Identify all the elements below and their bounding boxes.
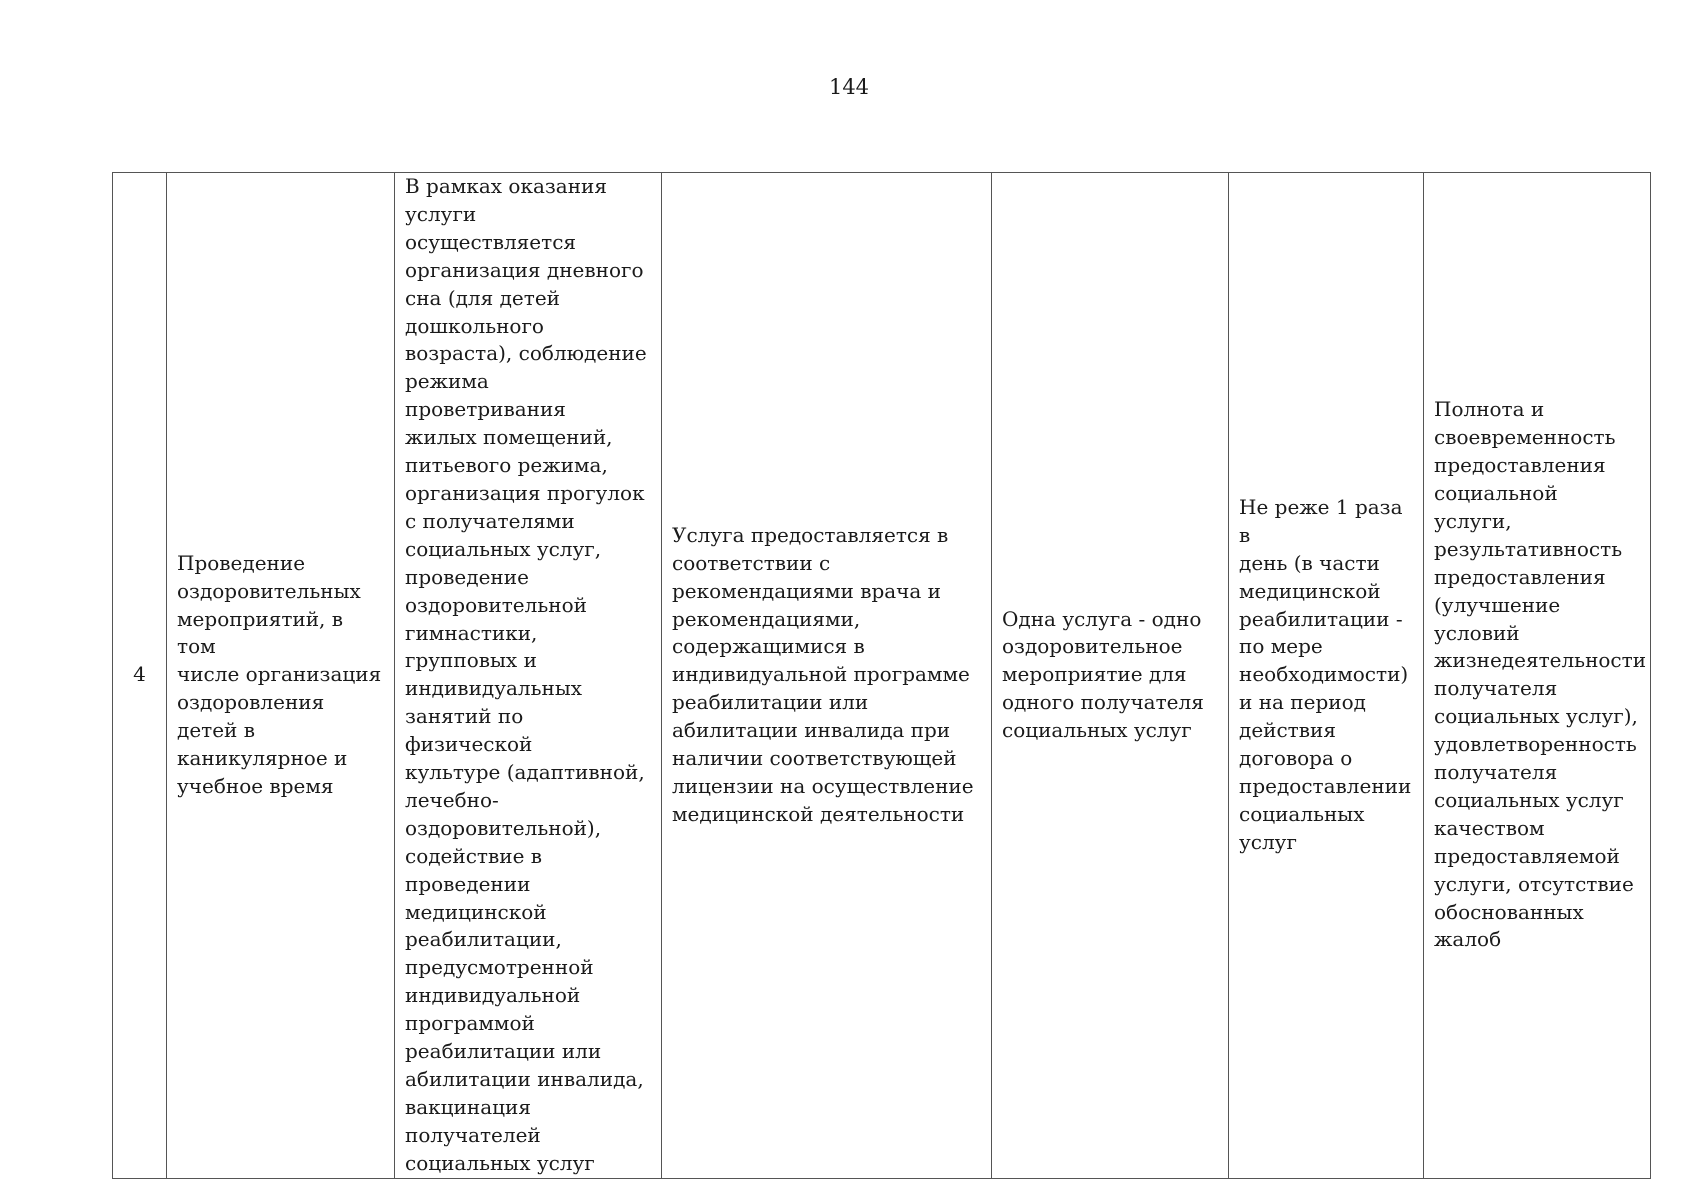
service-description-cell	[395, 173, 662, 1179]
service-frequency: Не реже 1 раза в день (в части медицинской реабилитации - по мере необходимости) и на период действия договора о предоставлении социальных услуг	[1239, 494, 1412, 854]
service-quality-cell	[1424, 173, 1651, 1179]
row-number: 4	[133, 662, 146, 687]
service-quality: Полнота и своевременность предоставления социальной услуги, результативность предоставления (улучшение условий жизнедеятельности получателя социальных услуг), удовлетворенность получателя социальных услуг качеством предоставляемой услуги, отсутствие обоснованных жалоб	[1434, 397, 1647, 952]
service-frequency-cell	[1229, 173, 1424, 1179]
services-table	[112, 172, 1651, 1179]
page-number: 144	[828, 75, 870, 99]
service-name: Проведение оздоровительных мероприятий, в том числе организация оздоровления детей в каникулярное и учебное время	[177, 550, 382, 798]
service-unit: Одна услуга - одно оздоровительное мероприятие для одного получателя социальных услуг	[1002, 606, 1204, 743]
service-name-cell	[167, 173, 395, 1179]
service-unit-cell	[992, 173, 1229, 1179]
service-description: В рамках оказания услуги осуществляется организация дневного сна (для детей дошкольного возраста), соблюдение режима проветривания жилых помещений, питьевого режима, организация прогулок с получателями социальных услуг, проведение оздоровительной гимнастики, групповых и индивидуальных занятий по физической культуре (адаптивной, лечебно- оздоровительной), содействие в проведении медицинской реабилитации, предусмотренной индивидуальной программой реабилитации или абилитации инвалида, вакцинация получателей социальных услуг	[405, 174, 647, 1175]
service-conditions: Услуга предоставляется в соответствии с рекомендациями врача и рекомендациями, содержащимися в индивидуальной программе реабилитации или абилитации инвалида при наличии соответствующей лицензии на осуществление медицинской деятельности	[672, 522, 974, 826]
row-number-cell	[113, 173, 167, 1179]
service-conditions-cell	[662, 173, 992, 1179]
table-row	[113, 173, 1651, 1179]
